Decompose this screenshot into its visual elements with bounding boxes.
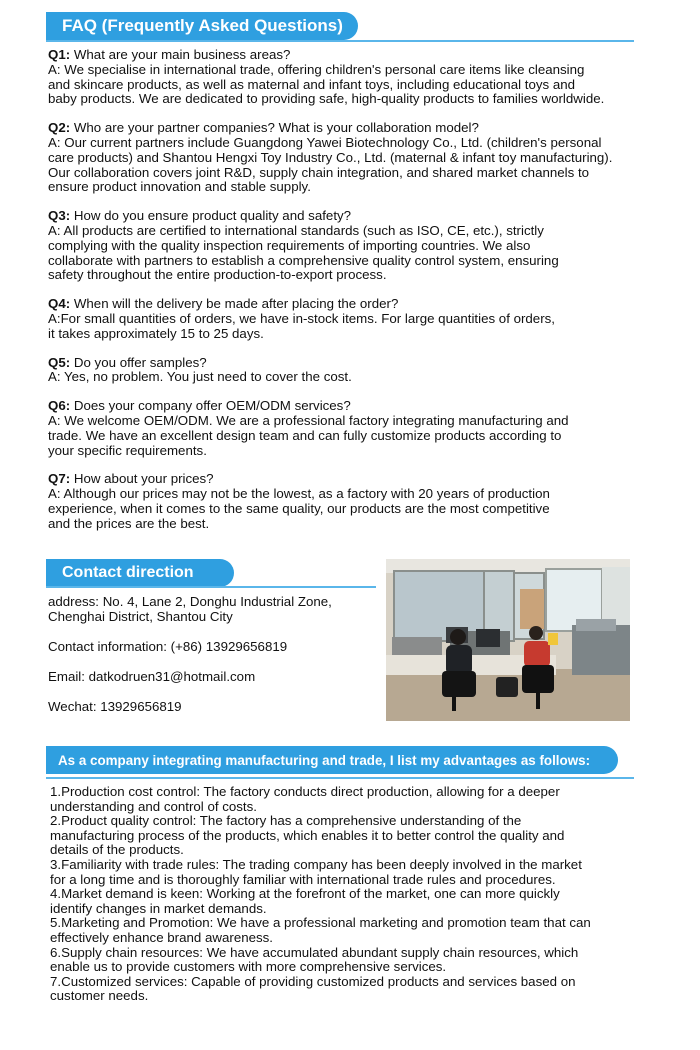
faq-answer-line: ensure product innovation and stable supply.: [48, 179, 311, 195]
advantage-line: enable us to provide customers with more comprehensive services.: [50, 959, 447, 975]
advantage-line: 5.Marketing and Promotion: We have a professional marketing and promotion team that can: [50, 915, 591, 931]
advantage-line: for a long time and is thoroughly familiar with international trade rules and procedures.: [50, 871, 556, 887]
faq-answer-line: safety throughout the entire production-to-export process.: [48, 267, 387, 283]
faq-answer-line: baby products. We are dedicated to providing safe, high-quality products to families worldwide.: [48, 91, 605, 107]
advantage-line: identify changes in market demands.: [50, 900, 267, 916]
faq-section-title: [46, 12, 358, 40]
advantage-line: effectively enhance brand awareness.: [50, 929, 273, 945]
advantage-line: 4.Market demand is keen: Working at the forefront of the market, one can more quickly: [50, 886, 560, 902]
faq-answer-line: A:For small quantities of orders, we have in-stock items. For large quantities of orders,: [48, 310, 555, 326]
faq-answer-line: A: All products are certified to international standards (such as ISO, CE, etc.), strictly: [48, 222, 544, 238]
faq-item: [48, 356, 668, 386]
faq-answer-line: A: We welcome OEM/ODM. We are a professional factory integrating manufacturing and: [48, 412, 569, 428]
faq-answer-line: collaborate with partners to establish a comprehensive quality control system, ensuring: [48, 252, 559, 268]
faq-question: Q6: Does your company offer OEM/ODM services?: [48, 398, 351, 414]
advantage-line: details of the products.: [50, 842, 184, 858]
faq-question: Q1: What are your main business areas?: [48, 47, 291, 62]
contact-address-line: address: No. 4, Lane 2, Donghu Industrial Zone,: [48, 594, 332, 609]
faq-answer-line: it takes approximately 15 to 25 days.: [48, 325, 264, 341]
faq-answer-line: complying with the quality inspection requirements of importing countries. We also: [48, 237, 531, 253]
advantage-line: 2.Product quality control: The factory has a comprehensive understanding of the: [50, 813, 522, 829]
contact-phone: Contact information: (+86) 13929656819: [48, 639, 288, 654]
faq-answer-line: A: Our current partners include Guangdong Yawei Biotechnology Co., Ltd. (children's personal: [48, 134, 602, 150]
faq-answer-line: A: Yes, no problem. You just need to cover the cost.: [48, 369, 352, 385]
advantages-title-text: As a company integrating manufacturing and trade, I list my advantages as follows:: [58, 752, 591, 768]
contact-title-text: Contact direction: [62, 564, 194, 581]
advantages-section-title: [46, 746, 618, 774]
faq-question: Q2: Who are your partner companies? What is your collaboration model?: [48, 120, 479, 136]
faq-item: [48, 48, 668, 107]
faq-answer-line: A: We specialise in international trade, offering children's personal care items like cleansing: [48, 61, 585, 77]
advantages-list: [50, 785, 650, 1004]
faq-answer-line: care products) and Shantou Hengxi Toy Industry Co., Ltd. (maternal & infant toy manufacturing).: [48, 149, 613, 165]
advantage-line: customer needs.: [50, 988, 149, 1004]
contact-email: Email: datkodruen31@hotmail.com: [48, 669, 256, 684]
contact-address-line: Chenghai District, Shantou City: [48, 609, 233, 624]
faq-question: Q4: When will the delivery be made after placing the order?: [48, 296, 399, 312]
faq-title-text: FAQ (Frequently Asked Questions): [62, 16, 343, 35]
faq-item: [48, 121, 668, 195]
faq-item: [48, 209, 668, 283]
office-photo: [386, 559, 630, 721]
advantage-line: 6.Supply chain resources: We have accumulated abundant supply chain resources, which: [50, 944, 579, 960]
faq-item: [48, 399, 668, 458]
contact-details: [48, 594, 378, 714]
faq-question: Q3: How do you ensure product quality and safety?: [48, 208, 352, 224]
contact-section-title: [46, 559, 234, 587]
advantage-line: 3.Familiarity with trade rules: The trading company has been deeply involved in the market: [50, 856, 582, 872]
faq-answer-line: your specific requirements.: [48, 442, 207, 458]
faq-answer-line: and the prices are the best.: [48, 515, 210, 531]
faq-item: [48, 297, 668, 341]
faq-answer-line: experience, when it comes to the same quality, our products are the most competitive: [48, 500, 550, 516]
faq-divider: [46, 40, 634, 42]
faq-question: Q7: How about your prices?: [48, 471, 214, 487]
faq-answer-line: A: Although our prices may not be the lowest, as a factory with 20 years of production: [48, 486, 550, 502]
faq-answer-line: trade. We have an excellent design team and can fully customize products according to: [48, 427, 562, 443]
advantage-line: 7.Customized services: Capable of providing customized products and services based on: [50, 973, 576, 989]
advantage-line: 1.Production cost control: The factory conducts direct production, allowing for a deeper: [50, 784, 560, 799]
advantage-line: manufacturing process of the products, which enables it to better control the quality and: [50, 827, 565, 843]
faq-answer-line: Our collaboration covers joint R&D, supply chain integration, and shared market channels to: [48, 164, 590, 180]
advantage-line: understanding and control of costs.: [50, 798, 257, 814]
contact-wechat: Wechat: 13929656819: [48, 699, 182, 714]
faq-list: [48, 48, 668, 532]
contact-divider: [46, 586, 376, 588]
advantages-divider: [46, 777, 634, 779]
faq-item: [48, 472, 668, 531]
faq-question: Q5: Do you offer samples?: [48, 354, 207, 370]
faq-answer-line: and skincare products, as well as maternal and infant toys, including educational toys and: [48, 76, 576, 92]
